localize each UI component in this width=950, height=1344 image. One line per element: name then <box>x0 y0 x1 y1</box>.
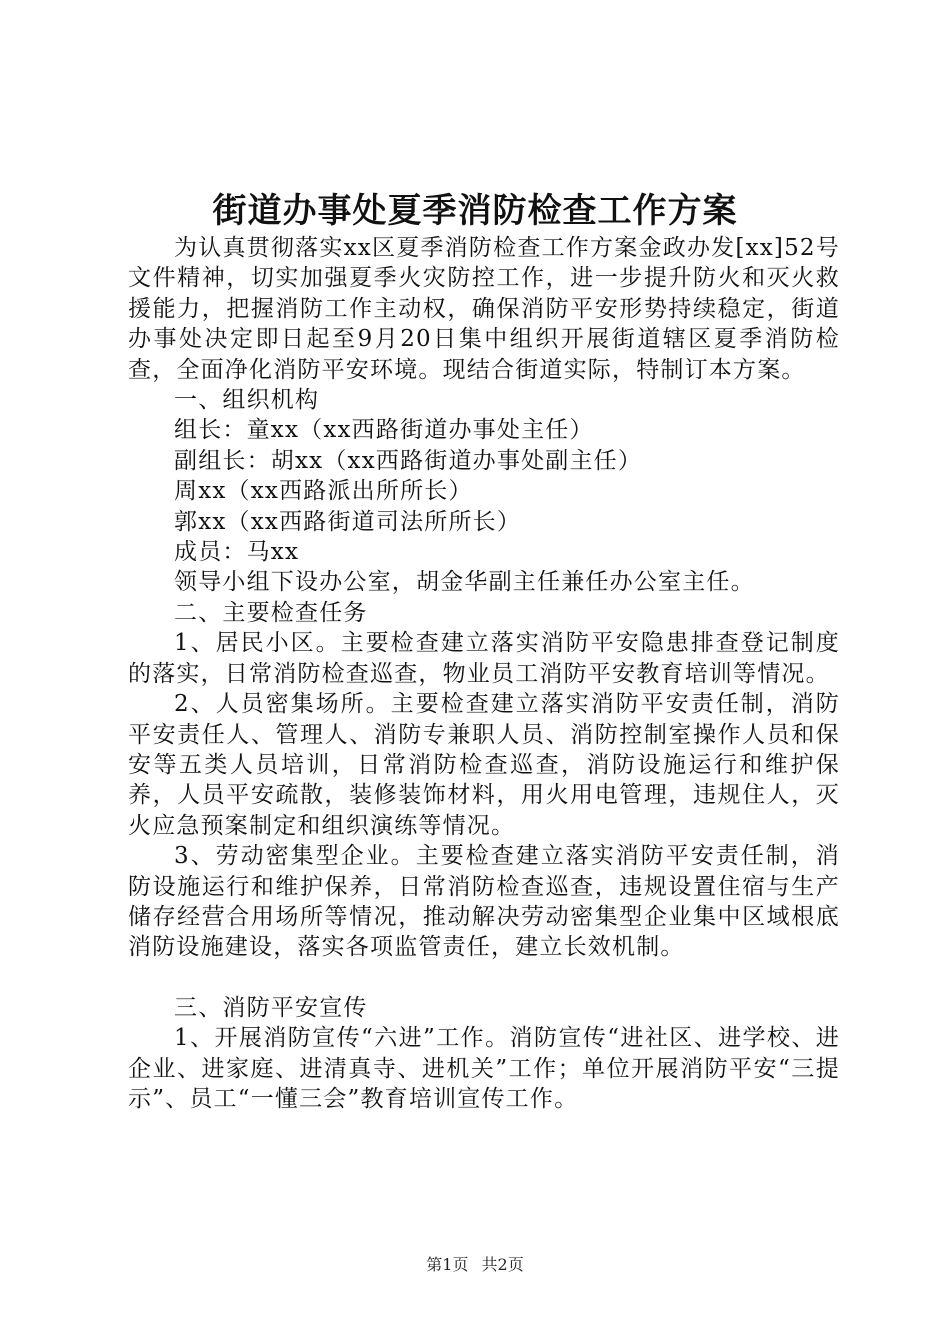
section-heading-tasks: 二、主要检查任务 <box>174 599 368 626</box>
member-line: 周xx（xx西路派出所所长） <box>174 478 473 505</box>
section-heading-publicity: 三、消防平安宣传 <box>174 994 368 1021</box>
publicity-paragraph: 1、开展消防宣传“六进”工作。消防宣传“进社区、进学校、进企业、进家庭、进清真寺、进机关”工作；单位开展消防平安“三提示”、员工“一懂三会”教育培训宣传工作。 <box>128 1025 840 1112</box>
task-paragraph: 2、人员密集场所。主要检查建立落实消防平安责任制，消防平安责任人、管理人、消防专兼职人员、消防控制室操作人员和保安等五类人员培训，日常消防检查巡查，消防设施运行和维护保养，人员平安疏散，装修装饰材料，用火用电管理，违规住人，灭火应急预案制定和组织演练等情况。 <box>128 691 840 839</box>
member-line: 副组长：胡xx（xx西路街道办事处副主任） <box>174 447 643 474</box>
task-paragraph: 1、居民小区。主要检查建立落实消防平安隐患排查登记制度的落实，日常消防检查巡查，物业员工消防平安教育培训等情况。 <box>128 630 840 687</box>
document-body <box>128 233 840 1114</box>
blank-line <box>128 963 840 993</box>
section-heading-organization: 一、组织机构 <box>174 387 320 414</box>
member-line: 组长：童xx（xx西路街道办事处主任） <box>174 417 594 444</box>
member-line: 郭xx（xx西路街道司法所所长） <box>174 508 522 535</box>
page-total: 共2页 <box>481 1255 524 1274</box>
page-footer <box>0 1252 950 1275</box>
intro-paragraph: 为认真贯彻落实xx区夏季消防检查工作方案金政办发[xx]52号文件精神，切实加强夏季火灾防控工作，进一步提升防火和灭火救援能力，把握消防工作主动权，确保消防平安形势持续稳定，街道办事处决定即日起至9月20日集中组织开展街道辖区夏季消防检查，全面净化消防平安环境。现结合街道实际，特制订本方案。 <box>128 235 840 383</box>
page-number: 第1页 <box>426 1255 469 1274</box>
member-line: 成员：马xx <box>174 539 300 566</box>
document-title: 街道办事处夏季消防检查工作方案 <box>212 191 738 231</box>
task-paragraph: 3、劳动密集型企业。主要检查建立落实消防平安责任制，消防设施运行和维护保养，日常消防检查巡查，违规设置住宿与生产储存经营合用场所等情况，推动解决劳动密集型企业集中区域根底消防设施建设，落实各项监管责任，建立长效机制。 <box>128 843 840 961</box>
office-note-paragraph: 领导小组下设办公室，胡金华副主任兼任办公室主任。 <box>174 569 755 596</box>
